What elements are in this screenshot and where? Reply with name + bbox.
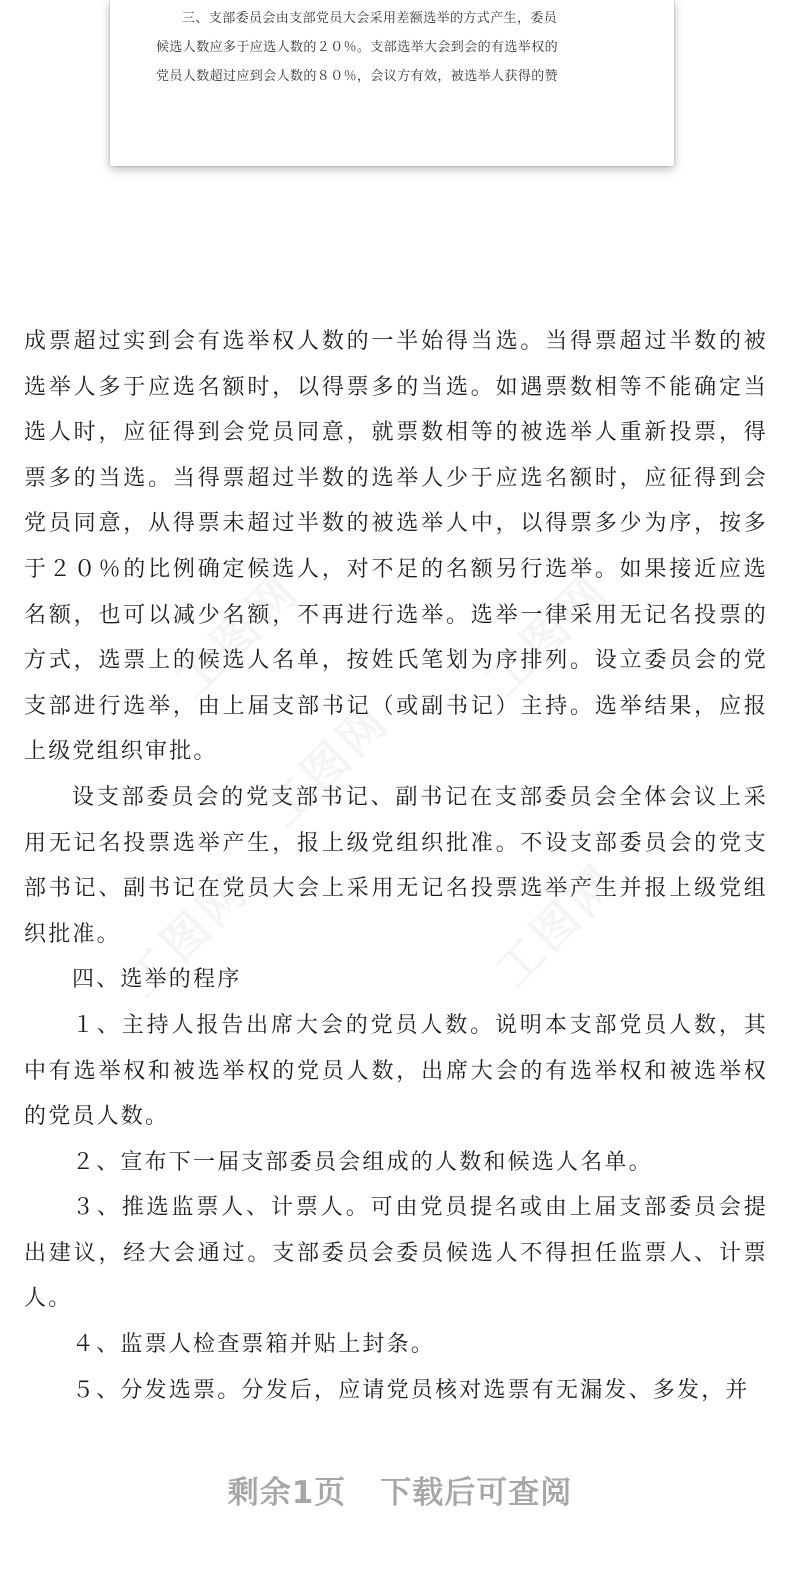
preview-line: 候选人数应多于应选人数的２０％。支部选举大会到会的有选举权的 <box>156 40 559 55</box>
section-heading: 四、选举的程序 <box>72 967 242 993</box>
preview-text <box>156 4 634 91</box>
paragraph: ５、分发选票。分发后，应请党员核对选票有无漏发、多发，并 <box>72 1377 750 1403</box>
document-body <box>24 319 768 1413</box>
paragraph: 成票超过实到会有选举权人数的一半始得当选。当得票超过半数的被选举人多于应选名额时，以得票多的当选。如遇票数相等不能确定当选人时，应征得到会党员同意，就票数相等的被选举人重新投票，得票多的当选。当得票超过半数的选举人少于应选名额时，应征得到会党员同意，从得票未超过半数的被选举人中，以得票多少为序，按多于２０％的比例确定候选人，对不足的名额另行选举。如果接近应选名额，也可以减少名额，不再进行选举。选举一律采用无记名投票的方式，选票上的候选人名单，按姓氏笔划为序排列。设立委员会的党支部进行选举，由上届支部书记（或副书记）主持。选举结果，应报上级党组织审批。 <box>24 329 768 765</box>
paragraph: ３、推选监票人、计票人。可由党员提名或由上届支部委员会提出建议，经大会通过。支部委员会委员候选人不得担任监票人、计票人。 <box>24 1195 768 1312</box>
preview-card <box>110 0 674 166</box>
paragraph: ４、监票人检查票箱并贴上封条。 <box>72 1332 436 1358</box>
preview-line: 三、支部委员会由支部党员大会采用差额选举的方式产生，委员 <box>182 11 558 26</box>
paragraph: ２、宣布下一届支部委员会组成的人数和候选人名单。 <box>72 1149 653 1175</box>
preview-line: 党员人数超过应到会人数的８０％，会议方有效，被选举人获得的赞 <box>156 69 559 84</box>
download-to-view-label[interactable]: 下载后可查阅 <box>380 1475 573 1511</box>
paragraph: １、主持人报告出席大会的党员人数。说明本支部党员人数，其中有选举权和被选举权的党员人数，出席大会的有选举权和被选举权的党员人数。 <box>24 1012 768 1130</box>
download-banner[interactable] <box>0 1465 800 1521</box>
remaining-pages-label: 剩余1页 <box>227 1475 347 1511</box>
paragraph: 设支部委员会的党支部书记、副书记在支部委员会全体会议上采用无记名投票选举产生，报上级党组织批准。不设支部委员会的党支部书记、副书记在党员大会上采用无记名投票选举产生并报上级党组织批准。 <box>24 784 768 947</box>
